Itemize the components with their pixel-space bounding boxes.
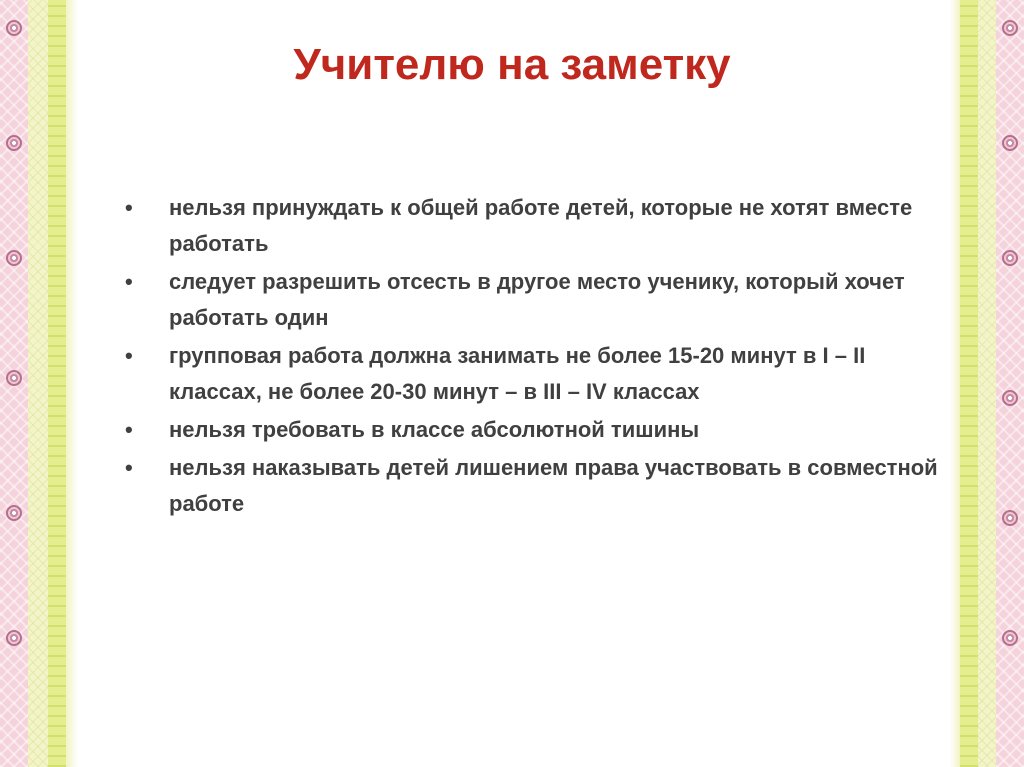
bullet-item [125, 338, 955, 410]
bullet-item [125, 450, 955, 522]
slide-title: Учителю на заметку [293, 40, 731, 89]
flower-ornament-icon [6, 20, 22, 36]
bullet-item [125, 412, 955, 448]
flower-ornament-icon [6, 135, 22, 151]
right-cream-ornament-strip [978, 0, 996, 767]
flower-ornament-icon [1002, 510, 1018, 526]
flower-ornament-icon [1002, 20, 1018, 36]
right-decorative-border [950, 0, 1024, 767]
left-border-fade [66, 0, 78, 767]
left-decorative-border [0, 0, 78, 767]
bullet-text: групповая работа должна занимать не более 15-20 минут в I – II классах, не более 20-30 минут – в III – IV классах [169, 343, 866, 404]
flower-ornament-icon [1002, 390, 1018, 406]
flower-ornament-icon [6, 370, 22, 386]
bullet-text: нельзя наказывать детей лишением права участвовать в совместной работе [169, 455, 938, 516]
flower-ornament-icon [6, 250, 22, 266]
left-green-ornament-strip [48, 0, 66, 767]
left-cream-ornament-strip [28, 0, 48, 767]
flower-ornament-icon [1002, 250, 1018, 266]
flower-ornament-icon [6, 630, 22, 646]
bullet-dot-icon: • [125, 455, 133, 480]
bullet-dot-icon: • [125, 343, 133, 368]
bullet-dot-icon: • [125, 269, 133, 294]
right-green-ornament-strip [960, 0, 978, 767]
bullet-item [125, 264, 955, 336]
bullet-dot-icon: • [125, 195, 133, 220]
bullet-dot-icon: • [125, 417, 133, 442]
right-pink-ornament-strip [996, 0, 1024, 767]
flower-ornament-icon [6, 505, 22, 521]
flower-ornament-icon [1002, 630, 1018, 646]
bullet-text: нельзя требовать в классе абсолютной тишины [169, 417, 700, 442]
bullet-text: следует разрешить отсесть в другое место ученику, который хочет работать один [169, 269, 905, 330]
flower-ornament-icon [1002, 135, 1018, 151]
bullet-list [125, 190, 955, 524]
bullet-item [125, 190, 955, 262]
bullet-text: нельзя принуждать к общей работе детей, которые не хотят вместе работать [169, 195, 913, 256]
